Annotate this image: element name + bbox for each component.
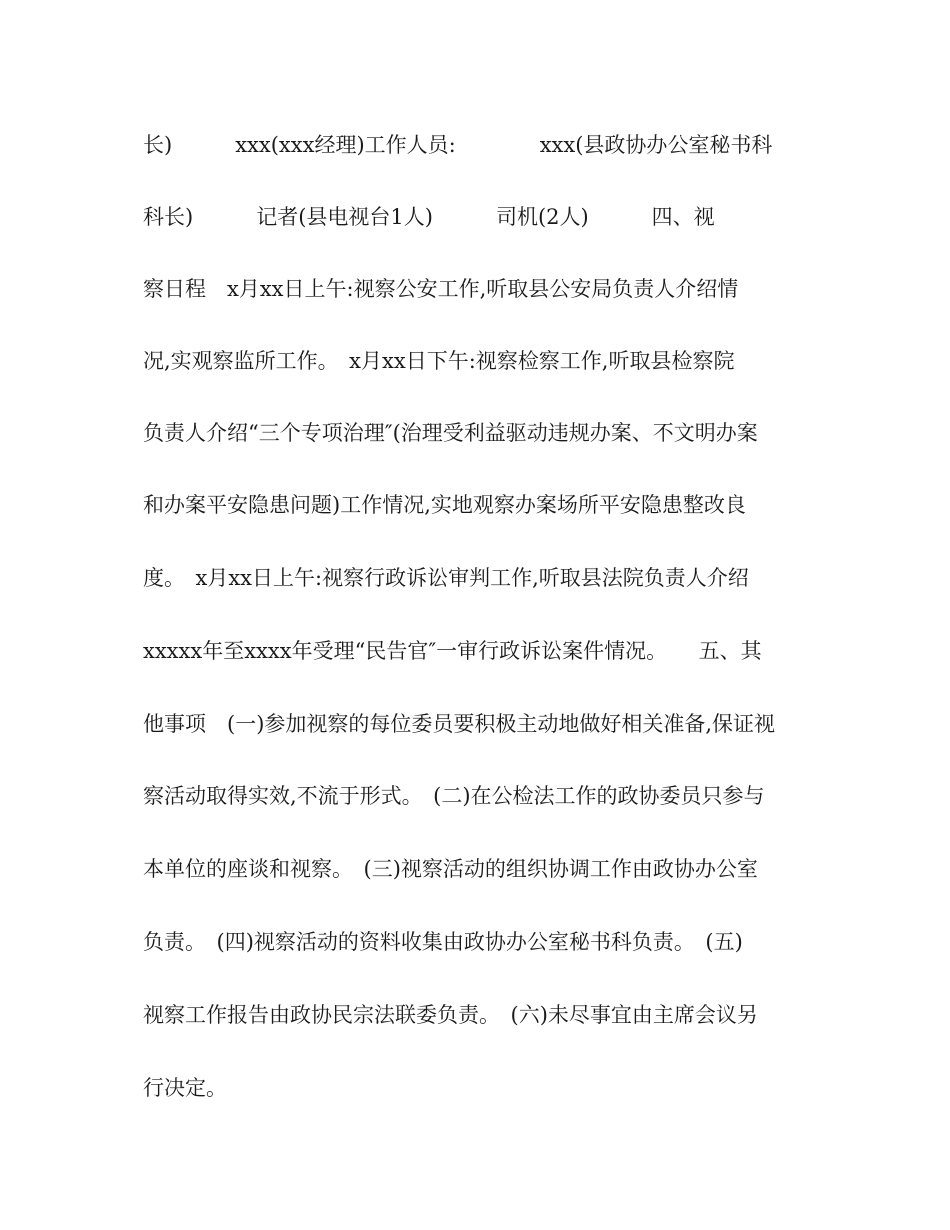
text-line: 察日程 x月xx日上午:视察公安工作,听取县公安局负责人介绍情: [143, 277, 739, 301]
text-line: 视察工作报告由政协民宗法联委负责。 (六)未尽事宜由主席会议另: [143, 1003, 758, 1027]
text-line: 和办案平安隐患问题)工作情况,实地观察办案场所平安隐患整改良: [143, 493, 746, 517]
text-line: 他事项 (一)参加视察的每位委员要积极主动地做好相关准备,保证视: [143, 712, 776, 736]
text-line: 负责人介绍“三个专项治理″(治理受利益驱动违规办案、不文明办案: [143, 421, 758, 445]
text-line: 况,实观察监所工作。 x月xx日下午:视察检察工作,听取县检察院: [143, 349, 735, 373]
text-line: 长) xxx(xxx经理)工作人员: xxx(县政协办公室秘书科: [143, 133, 773, 157]
text-line: 本单位的座谈和视察。 (三)视察活动的组织协调工作由政协办公室: [143, 857, 758, 881]
text-line: 科长) 记者(县电视台1人) 司机(2人) 四、视: [143, 205, 715, 229]
text-line: 行决定。: [143, 1076, 227, 1100]
text-line: 负责。 (四)视察活动的资料收集由政协办公室秘书科负责。 (五): [143, 930, 743, 954]
text-line: 度。 x月xx日上午:视察行政诉讼审判工作,听取县法院负责人介绍: [143, 566, 749, 590]
text-line: xxxxx年至xxxx年受理“民告官″一审行政诉讼案件情况。 五、其: [143, 639, 762, 663]
text-line: 察活动取得实效,不流于形式。 (二)在公检法工作的政协委员只参与: [143, 784, 765, 808]
